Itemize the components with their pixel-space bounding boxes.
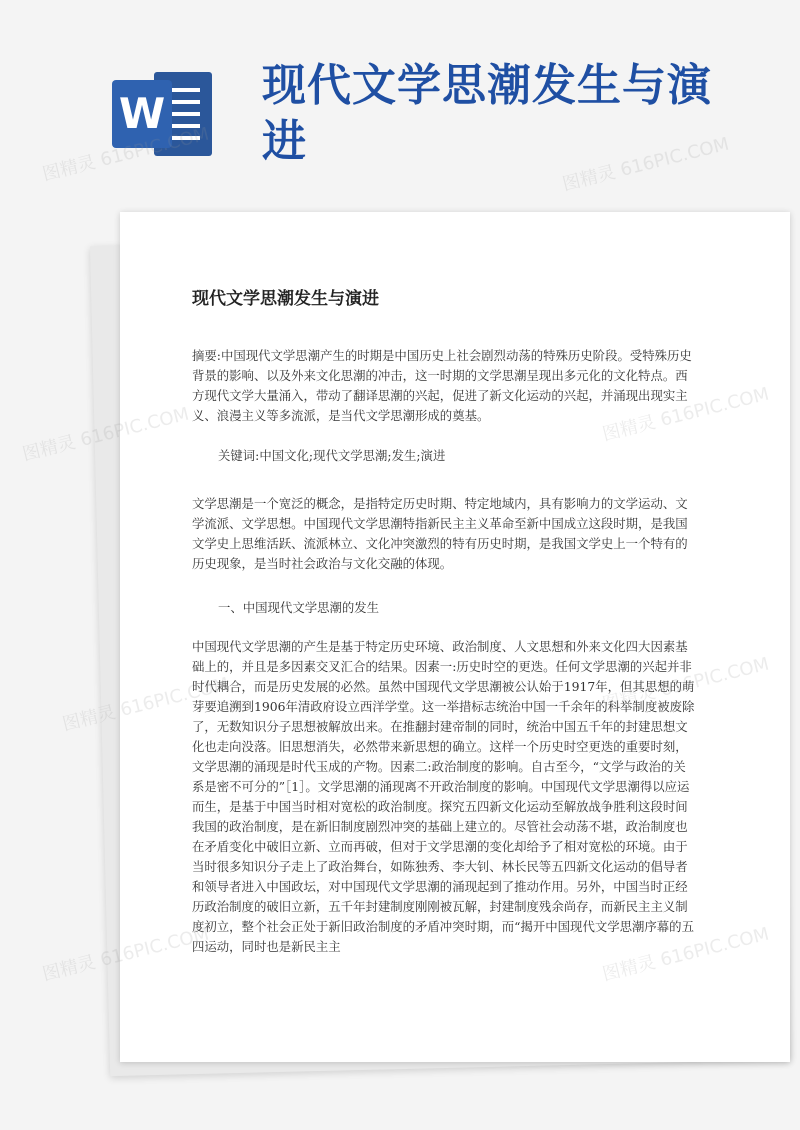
- watermark: 图精灵: [60, 701, 118, 736]
- section-heading: 一、中国现代文学思潮的发生: [218, 600, 380, 615]
- page-title: 现代文学思潮发生与演进: [262, 60, 712, 167]
- paragraph-intro: 文学思潮是一个宽泛的概念，是指特定历史时期、特定地域内，具有影响力的文学运动、文学流派、文学思想。中国现代文学思潮特指新民主主义革命至新中国成立这段时期，是我国文学史上思维活跃、流派林立、文化冲突激烈的特有历史时期，是我国文学史上一个特有的历史现象，是当时社会政治与文化交融的体现。: [192, 496, 688, 571]
- document-title: 现代文学思潮发生与演进: [192, 289, 379, 309]
- abstract: 摘要:中国现代文学思潮产生的时期是中国历史上社会剧烈动荡的特殊历史阶段。受特殊历史背景的影响、以及外来文化思潮的冲击，这一时期的文学思潮呈现出多元化的文化特点。西方现代文学大量涌入，带动了翻译思潮的兴起，促进了新文化运动的兴起，并涌现出现实主义、浪漫主义等多流派，是当代文学思潮形成的奠基。: [192, 348, 692, 423]
- watermark: 图精灵: [20, 431, 78, 466]
- header: [0, 0, 800, 210]
- paragraph-section-1: 中国现代文学思潮的产生是基于特定历史环境、政治制度、人文思想和外来文化四大因素基础上的，并且是多因素交叉汇合的结果。因素一:历史时空的更迭。任何文学思潮的兴起并非时代耦合，而是历史发展的必然。虽然中国现代文学思潮被公认始于1917年，但其思想的萌芽要追溯到1906年清政府设立西洋学堂。这一举措标志统治中国一千余年的科举制度被废除了，无数知识分子思想被解放出来。在推翻封建帝制的同时，统治中国五千年的封建思想文化也走向没落。旧思想消失，必然带来新思想的确立。这样一个历史时空更迭的重要时刻，文学思潮的涌现是时代玉成的产物。因素二:政治制度的影响。自古至今，“文学与政治的关系是密不可分的”［1］。文学思潮的涌现离不开政治制度的影响。中国现代文学思潮得以应运而生，是基于中国当时相对宽松的政治制度。探究五四新文化运动至解放战争胜利这段时间我国的政治制度，是在新旧制度剧烈冲突的基础上建立的。尽管社会动荡不堪，政治制度也在矛盾变化中破旧立新、立而再破，但对于文学思潮的变化却给予了相对宽松的环境。由于当时很多知识分子走上了政治舞台，如陈独秀、李大钊、林长民等五四新文化运动的倡导者和领导者进入中国政坛，对中国现代文学思潮的涌现起到了推动作用。另外，中国当时正经历政治制度的破旧立新，五千年封建制度刚刚被瓦解，封建制度残余尚存，而新民主主义制度初立，整个社会正处于新旧政治制度的矛盾冲突时期，而“揭开中国现代文学思潮序幕的五四运动，同时也是新民主主: [192, 639, 695, 954]
- watermark: 图精灵: [40, 951, 98, 986]
- word-icon: [112, 72, 212, 156]
- watermark: 图精灵 616PIC.COM: [40, 123, 212, 186]
- watermark: 图精灵 616PIC.COM: [560, 133, 732, 196]
- document-page: [120, 212, 790, 1062]
- keywords: 关键词:中国文化;现代文学思潮;发生;演进: [218, 448, 446, 463]
- word-icon-letter: W: [112, 80, 172, 148]
